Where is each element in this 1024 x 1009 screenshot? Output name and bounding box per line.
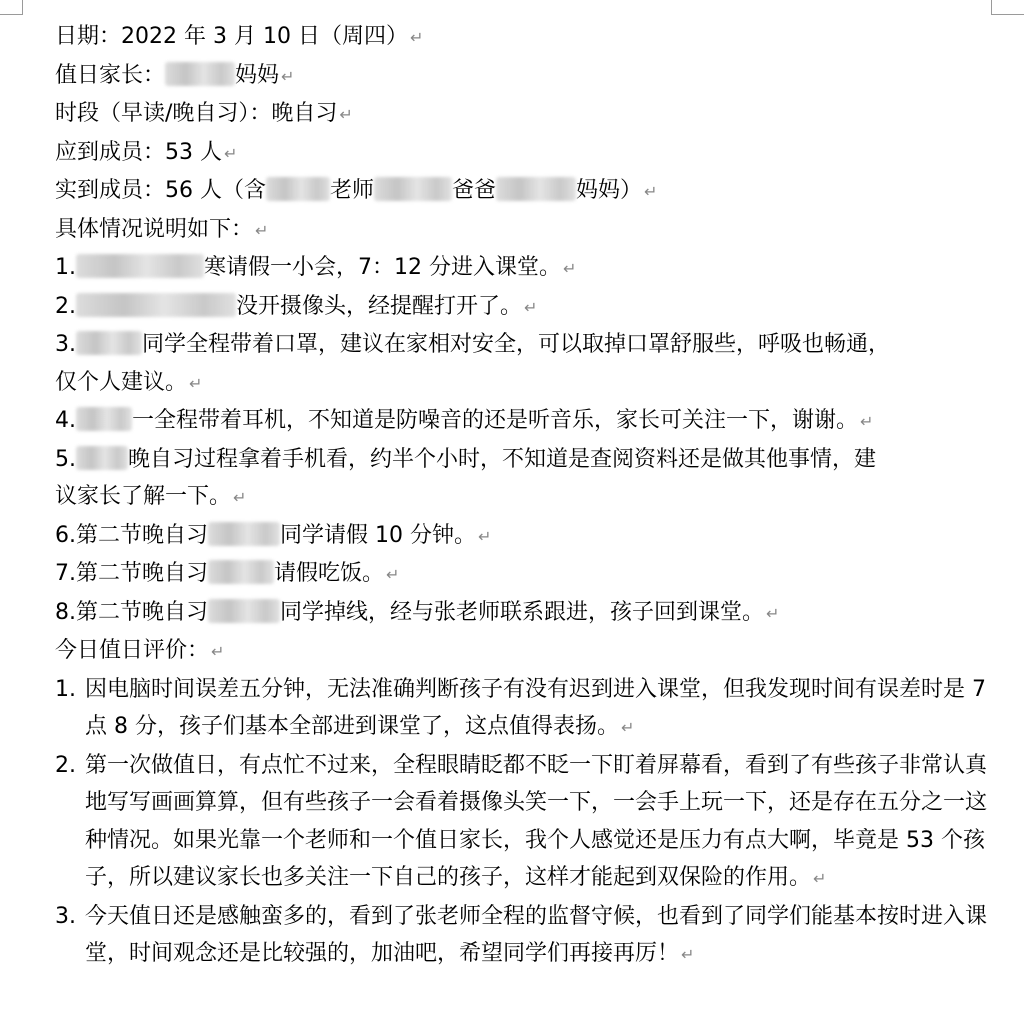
evaluation-item-2: 2. 第一次做值日，有点忙不过来，全程眼睛眨都不眨一下盯着屏幕看，看到了有些孩子非常认真地写写画画算算，但有些孩子一会看着摄像头笑一下，一会手上玩一下，还是存在五分之一这种情况。如果光靠一个老师和一个值日家长，我个人感觉还是压力有点大啊，毕竟是 53 个孩子，所以建议家长也多关注一下自己的孩子，这样才能起到双保险的作用。 ↵	[55, 747, 1005, 898]
evaluation-list	[55, 671, 1005, 974]
redacted-name	[76, 254, 204, 278]
paragraph-mark-icon: ↵	[524, 297, 538, 317]
actual-members-line: 实到成员：56 人（含 老师 爸爸 妈妈） ↵	[55, 178, 658, 203]
redacted-name	[496, 177, 576, 201]
redacted-name	[76, 293, 236, 317]
list-number: 3.	[55, 903, 76, 929]
paragraph-mark-icon: ↵	[563, 259, 577, 278]
detail-item-6: 6.第二节晚自习 同学请假 10 分钟。 ↵	[55, 522, 492, 548]
expected-members-line: 应到成员：53 人 ↵	[55, 139, 238, 165]
detail-item-5-continued: 议家长了解一下。 ↵	[55, 484, 247, 509]
detail-item-2: 2. 没开摄像头，经提醒打开了。 ↵	[55, 293, 538, 319]
paragraph-mark-icon: ↵	[621, 718, 635, 737]
paragraph-mark-icon: ↵	[813, 869, 827, 888]
paragraph-mark-icon: ↵	[386, 565, 400, 584]
redacted-name	[76, 446, 128, 470]
evaluation-heading: 今日值日评价： ↵	[55, 638, 225, 663]
duty-parent-line: 值日家长： 妈妈 ↵	[55, 62, 295, 88]
paragraph-mark-icon: ↵	[281, 66, 295, 86]
session-line: 时段（早读/晚自习）：晚自习 ↵	[55, 101, 353, 126]
date-line: 日期：2022 年 3 月 10 日（周四） ↵	[55, 24, 424, 49]
evaluation-item-1: 1. 因电脑时间误差五分钟，无法准确判断孩子有没有迟到进入课堂，但我发现时间有误差时是 7 点 8 分，孩子们基本全部进到课堂了，这点值得表扬。 ↵	[55, 671, 1005, 747]
redacted-name	[208, 522, 280, 546]
paragraph-mark-icon: ↵	[211, 642, 225, 661]
paragraph-mark-icon: ↵	[224, 143, 238, 163]
redacted-name	[374, 177, 452, 201]
page-corner-mark	[991, 0, 1024, 15]
redacted-name	[266, 177, 330, 201]
detail-item-3-continued: 仅个人建议。 ↵	[55, 369, 203, 395]
page-corner-mark	[0, 0, 23, 15]
paragraph-mark-icon: ↵	[681, 945, 695, 964]
paragraph-mark-icon: ↵	[189, 373, 203, 393]
redacted-name	[208, 560, 274, 584]
detail-item-1: 1. 寒请假一小会，7：12 分进入课堂。 ↵	[55, 255, 577, 280]
paragraph-mark-icon: ↵	[233, 488, 247, 507]
detail-item-4: 4. 一全程带着耳机，不知道是防噪音的还是听音乐，家长可关注一下，谢谢。 ↵	[55, 408, 874, 433]
redacted-name	[76, 331, 142, 355]
redacted-name	[76, 407, 132, 431]
list-number: 1.	[55, 676, 76, 702]
detail-item-8: 8.第二节晚自习 同学掉线，经与张老师联系跟进，孩子回到课堂。 ↵	[55, 599, 780, 625]
redacted-name	[165, 62, 235, 86]
paragraph-mark-icon: ↵	[766, 603, 780, 623]
detail-item-5: 5. 晚自习过程拿着手机看，约半个小时，不知道是查阅资料还是做其他事情，建	[55, 446, 877, 472]
redacted-name	[208, 599, 280, 623]
details-heading: 具体情况说明如下： ↵	[55, 216, 269, 242]
paragraph-mark-icon: ↵	[860, 412, 874, 431]
paragraph-mark-icon: ↵	[478, 526, 492, 546]
paragraph-mark-icon: ↵	[644, 182, 658, 201]
document-body	[55, 18, 1005, 974]
detail-item-7: 7.第二节晚自习 请假吃饭。 ↵	[55, 561, 400, 586]
evaluation-item-3: 3. 今天值日还是感触蛮多的，看到了张老师全程的监督守候，也看到了同学们能基本按时进入课堂，时间观念还是比较强的，加油吧，希望同学们再接再厉！ ↵	[55, 898, 1005, 974]
detail-item-3: 3. 同学全程带着口罩，建议在家相对安全，可以取掉口罩舒服些，呼吸也畅通，	[55, 332, 891, 357]
paragraph-mark-icon: ↵	[255, 220, 269, 240]
paragraph-mark-icon: ↵	[409, 28, 424, 47]
list-number: 2.	[55, 752, 76, 778]
paragraph-mark-icon: ↵	[339, 105, 353, 124]
